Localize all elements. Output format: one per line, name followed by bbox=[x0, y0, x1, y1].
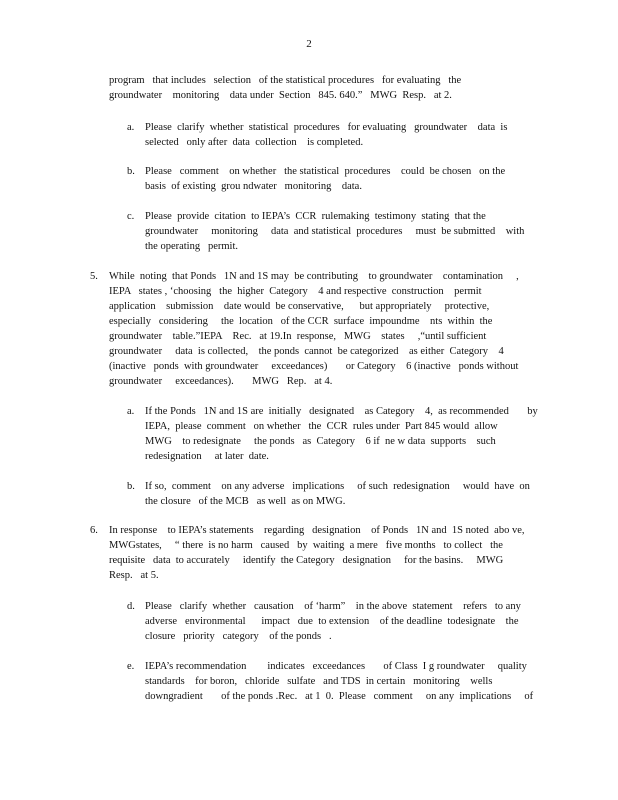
list-marker: a. bbox=[127, 122, 135, 133]
text-line: the closure of the MCB as well as on MWG. bbox=[145, 496, 346, 507]
text-line: IEPA, please comment on whether the CCR rules under Part 845 would allow bbox=[145, 421, 498, 432]
text-line: Please comment on whether the statistical procedures could be chosen on the bbox=[145, 166, 506, 177]
text-line: application submission date would be conservative, but appropriately protective, bbox=[109, 301, 490, 312]
list-marker: e. bbox=[127, 661, 135, 672]
text-line: downgradient of the ponds .Rec. at 1 0. Please comment on any implications of bbox=[145, 691, 534, 702]
text-line: While noting that Ponds 1N and 1S may be contributing to groundwater contamination , bbox=[109, 271, 519, 282]
text-line: Resp. at 5. bbox=[109, 570, 159, 581]
question-paragraph bbox=[109, 269, 519, 389]
text-line: closure priority category of the ponds . bbox=[145, 631, 332, 642]
text-line: In response to IEPA’s statements regarding designation of Ponds 1N and 1S noted abo ve, bbox=[109, 525, 525, 536]
list-item bbox=[145, 164, 505, 194]
text-line: Please clarify whether statistical procedures for evaluating groundwater data is bbox=[145, 122, 508, 133]
text-line: If so, comment on any adverse implications of such redesignation would have on bbox=[145, 481, 530, 492]
text-line: program that includes selection of the statistical procedures for evaluating the bbox=[109, 75, 462, 86]
list-item bbox=[145, 479, 530, 509]
list-item bbox=[145, 209, 524, 254]
text-line: IEPA’s recommendation indicates exceedances of Class I g roundwater quality bbox=[145, 661, 527, 672]
question-number: 5. bbox=[90, 271, 98, 282]
text-line: If the Ponds 1N and 1S are initially designated as Category 4, as recommended by bbox=[145, 406, 538, 417]
list-item bbox=[145, 659, 533, 704]
list-marker: b. bbox=[127, 166, 135, 177]
text-line: selected only after data collection is completed. bbox=[145, 137, 364, 148]
text-line: Please clarify whether causation of ‘harm” in the above statement refers to any bbox=[145, 601, 521, 612]
text-line: MWG to redesignate the ponds as Category 6 if ne w data supports such bbox=[145, 436, 496, 447]
page-number: 2 bbox=[306, 38, 312, 50]
text-line: groundwater monitoring data and statistical procedures must be submitted with bbox=[145, 226, 525, 237]
text-line: MWGstates, “ there is no harm caused by waiting a mere five months to collect the bbox=[109, 540, 503, 551]
list-item bbox=[145, 599, 521, 644]
question-paragraph bbox=[109, 523, 524, 583]
list-marker: a. bbox=[127, 406, 135, 417]
text-line: standards for boron, chloride sulfate and TDS in certain monitoring wells bbox=[145, 676, 493, 687]
text-line: the operating permit. bbox=[145, 241, 239, 252]
text-line: Please provide citation to IEPA’s CCR rulemaking testimony stating that the bbox=[145, 211, 486, 222]
text-line: especially considering the location of the CCR surface impoundme nts within the bbox=[109, 316, 493, 327]
text-line: basis of existing grou ndwater monitoring data. bbox=[145, 181, 362, 192]
text-line: groundwater exceedances). MWG Rep. at 4. bbox=[109, 376, 333, 387]
text-line: groundwater monitoring data under Section 845. 640.” MWG Resp. at 2. bbox=[109, 90, 452, 101]
list-marker: b. bbox=[127, 481, 135, 492]
list-marker: c. bbox=[127, 211, 135, 222]
text-line: redesignation at later date. bbox=[145, 451, 269, 462]
text-line: (inactive ponds with groundwater exceedances) or Category 6 (inactive ponds without bbox=[109, 361, 519, 372]
text-line: adverse environmental impact due to extension of the deadline todesignate the bbox=[145, 616, 519, 627]
intro-paragraph bbox=[109, 73, 461, 103]
text-line: IEPA states , ‘choosing the higher Category 4 and respective construction permit bbox=[109, 286, 482, 297]
list-item bbox=[145, 404, 538, 464]
text-line: groundwater table.”IEPA Rec. at 19.In response, MWG states ,“until sufficient bbox=[109, 331, 487, 342]
text-line: requisite data to accurately identify the Category designation for the basins. MWG bbox=[109, 555, 504, 566]
question-number: 6. bbox=[90, 525, 98, 536]
text-line: groundwater data is collected, the ponds cannot be categorized as either Category 4 bbox=[109, 346, 504, 357]
list-item bbox=[145, 120, 507, 150]
list-marker: d. bbox=[127, 601, 135, 612]
